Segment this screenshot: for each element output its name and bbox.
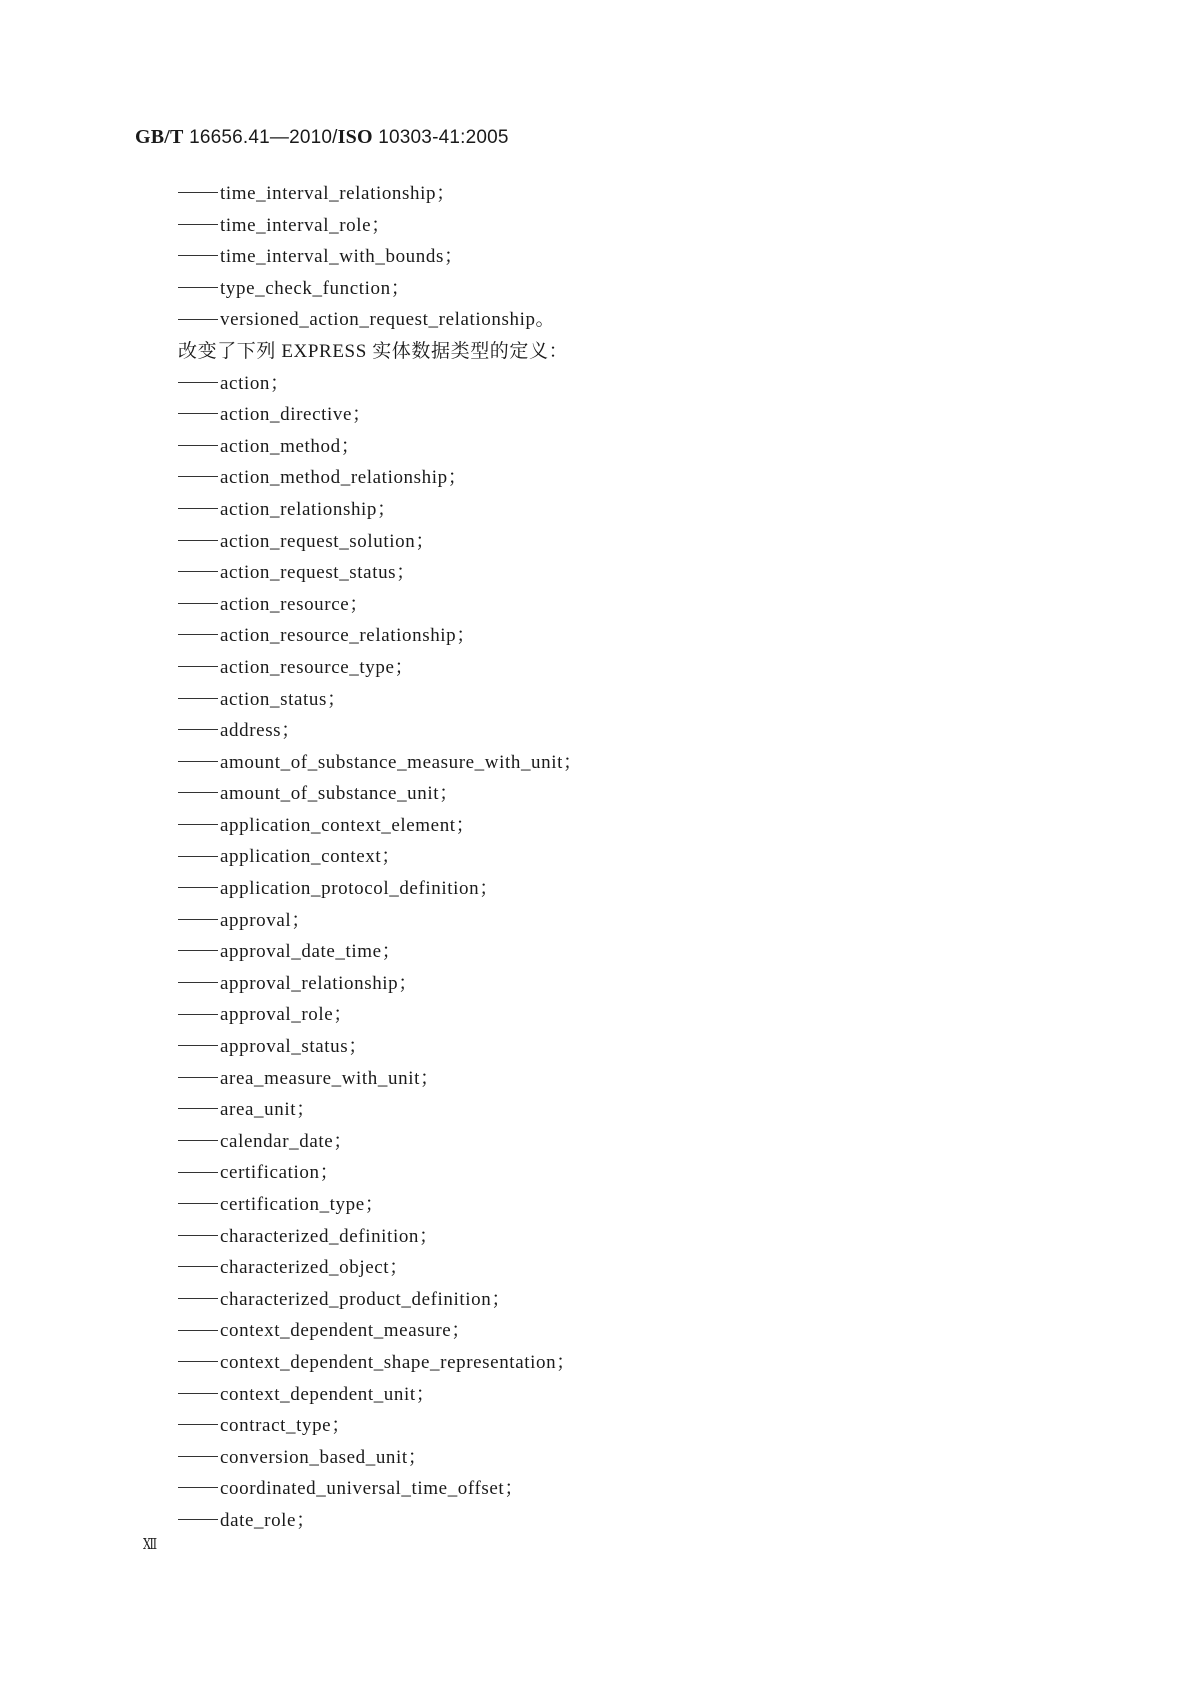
list-item: [178, 494, 1078, 526]
list-item-text: certification；: [220, 1162, 340, 1184]
list-item: [178, 178, 1078, 210]
list-item: [178, 1063, 1078, 1095]
list-item-text: date_role；: [220, 1509, 316, 1531]
list-item-text: address；: [220, 720, 301, 742]
em-dash-marker: [178, 224, 218, 225]
iso-number: 10303-41:2005: [372, 127, 509, 148]
em-dash-marker: [178, 192, 218, 193]
list-item: [178, 589, 1078, 621]
document-body: [178, 178, 1078, 1537]
list-item: [178, 1410, 1078, 1442]
em-dash-marker: [178, 634, 218, 635]
list-item: [178, 1379, 1078, 1411]
em-dash-marker: [178, 1361, 218, 1362]
list-item-text: contract_type；: [220, 1415, 351, 1437]
em-dash-marker: [178, 1045, 218, 1046]
em-dash-marker: [178, 255, 218, 256]
list-item-text: action_directive；: [220, 404, 372, 426]
list-item-text: action_request_solution；: [220, 530, 435, 552]
list-item-text: amount_of_substance_unit；: [220, 783, 459, 805]
list-item-text: action_resource；: [220, 593, 369, 615]
em-dash-marker: [178, 1235, 218, 1236]
em-dash-marker: [178, 445, 218, 446]
list-item: [178, 273, 1078, 305]
list-item: [178, 1221, 1078, 1253]
list-item-text: action_request_status；: [220, 562, 416, 584]
list-item-text: application_protocol_definition；: [220, 878, 499, 900]
list-item-text: action_method_relationship；: [220, 467, 468, 489]
em-dash-marker: [178, 413, 218, 414]
em-dash-marker: [178, 319, 218, 320]
em-dash-marker: [178, 1330, 218, 1331]
list-item-text: approval_date_time；: [220, 941, 402, 963]
em-dash-marker: [178, 1172, 218, 1173]
list-item-text: approval_status；: [220, 1036, 368, 1058]
list-item-text: time_interval_relationship；: [220, 183, 456, 204]
list-item: [178, 873, 1078, 905]
list-item-text: area_measure_with_unit；: [220, 1067, 440, 1089]
em-dash-marker: [178, 1298, 218, 1299]
list-item-text: area_unit；: [220, 1099, 316, 1121]
list-item-text: characterized_object；: [220, 1257, 409, 1279]
list-item-text: context_dependent_measure；: [220, 1320, 471, 1342]
list-item: [178, 715, 1078, 747]
em-dash-marker: [178, 1108, 218, 1109]
list-item: [178, 999, 1078, 1031]
list-item: [178, 1473, 1078, 1505]
em-dash-marker: [178, 792, 218, 793]
em-dash-marker: [178, 1519, 218, 1520]
em-dash-marker: [178, 1456, 218, 1457]
page-number: Ⅻ: [143, 1537, 158, 1553]
list-item: [178, 810, 1078, 842]
list-item: [178, 1189, 1078, 1221]
list-item: [178, 747, 1078, 779]
em-dash-marker: [178, 603, 218, 604]
list-item: [178, 620, 1078, 652]
list-item: [178, 652, 1078, 684]
em-dash-marker: [178, 1077, 218, 1078]
em-dash-marker: [178, 476, 218, 477]
em-dash-marker: [178, 666, 218, 667]
list-item-text: versioned_action_request_relationship。: [220, 309, 556, 331]
list-item: [178, 1284, 1078, 1316]
list-item-text: action；: [220, 372, 290, 394]
entity-list-added: [178, 178, 1078, 336]
list-item: [178, 841, 1078, 873]
standard-number: 16656.41—2010/: [183, 127, 338, 148]
list-item-text: amount_of_substance_measure_with_unit；: [220, 751, 583, 773]
em-dash-marker: [178, 1424, 218, 1425]
list-item: [178, 1315, 1078, 1347]
list-item-text: approval_relationship；: [220, 972, 418, 994]
em-dash-marker: [178, 729, 218, 730]
list-item-text: application_context；: [220, 846, 401, 868]
em-dash-marker: [178, 982, 218, 983]
list-item-text: application_context_element；: [220, 814, 476, 836]
list-item: [178, 210, 1078, 242]
em-dash-marker: [178, 919, 218, 920]
em-dash-marker: [178, 1266, 218, 1267]
list-item-text: action_resource_type；: [220, 656, 415, 678]
list-item-text: approval_role；: [220, 1004, 353, 1026]
em-dash-marker: [178, 950, 218, 951]
em-dash-marker: [178, 1014, 218, 1015]
list-item-text: context_dependent_shape_representation；: [220, 1351, 576, 1373]
list-item-text: type_check_function；: [220, 277, 411, 299]
list-item: [178, 1442, 1078, 1474]
list-item-text: context_dependent_unit；: [220, 1383, 436, 1405]
list-item-text: action_relationship；: [220, 498, 397, 520]
list-item: [178, 936, 1078, 968]
em-dash-marker: [178, 287, 218, 288]
iso-prefix: ISO: [337, 126, 373, 148]
list-item: [178, 1157, 1078, 1189]
list-item: [178, 1031, 1078, 1063]
list-item-text: characterized_definition；: [220, 1225, 439, 1247]
list-item: [178, 968, 1078, 1000]
em-dash-marker: [178, 1487, 218, 1488]
section-paragraph: 改变了下列 EXPRESS 实体数据类型的定义：: [178, 340, 569, 362]
list-item: [178, 431, 1078, 463]
document-header: [135, 126, 509, 149]
list-item-text: characterized_product_definition；: [220, 1288, 511, 1310]
entity-list-changed: [178, 368, 1078, 1537]
em-dash-marker: [178, 698, 218, 699]
em-dash-marker: [178, 508, 218, 509]
em-dash-marker: [178, 1393, 218, 1394]
list-item-text: certification_type；: [220, 1194, 385, 1215]
standard-prefix: GB/T: [135, 126, 184, 148]
list-item: [178, 462, 1078, 494]
em-dash-marker: [178, 761, 218, 762]
list-item: [178, 1094, 1078, 1126]
list-item-text: action_method；: [220, 435, 361, 457]
list-item-text: coordinated_universal_time_offset；: [220, 1478, 524, 1500]
list-item: [178, 399, 1078, 431]
list-item: [178, 368, 1078, 400]
list-item: [178, 304, 1078, 336]
list-item: [178, 1252, 1078, 1284]
list-item-text: conversion_based_unit；: [220, 1446, 428, 1468]
em-dash-marker: [178, 1140, 218, 1141]
list-item-text: approval；: [220, 909, 311, 931]
em-dash-marker: [178, 824, 218, 825]
list-item-text: calendar_date；: [220, 1130, 353, 1152]
em-dash-marker: [178, 382, 218, 383]
em-dash-marker: [178, 856, 218, 857]
list-item: [178, 1505, 1078, 1537]
em-dash-marker: [178, 1203, 218, 1204]
list-item: [178, 684, 1078, 716]
list-item: [178, 526, 1078, 558]
list-item-text: action_resource_relationship；: [220, 625, 476, 647]
em-dash-marker: [178, 887, 218, 888]
list-item: [178, 905, 1078, 937]
list-item: [178, 241, 1078, 273]
list-item: [178, 778, 1078, 810]
list-item: [178, 557, 1078, 589]
list-item: [178, 1347, 1078, 1379]
em-dash-marker: [178, 540, 218, 541]
list-item-text: time_interval_with_bounds；: [220, 246, 464, 268]
list-item-text: action_status；: [220, 688, 347, 710]
list-item-text: time_interval_role；: [220, 214, 391, 236]
list-item: [178, 1126, 1078, 1158]
em-dash-marker: [178, 571, 218, 572]
